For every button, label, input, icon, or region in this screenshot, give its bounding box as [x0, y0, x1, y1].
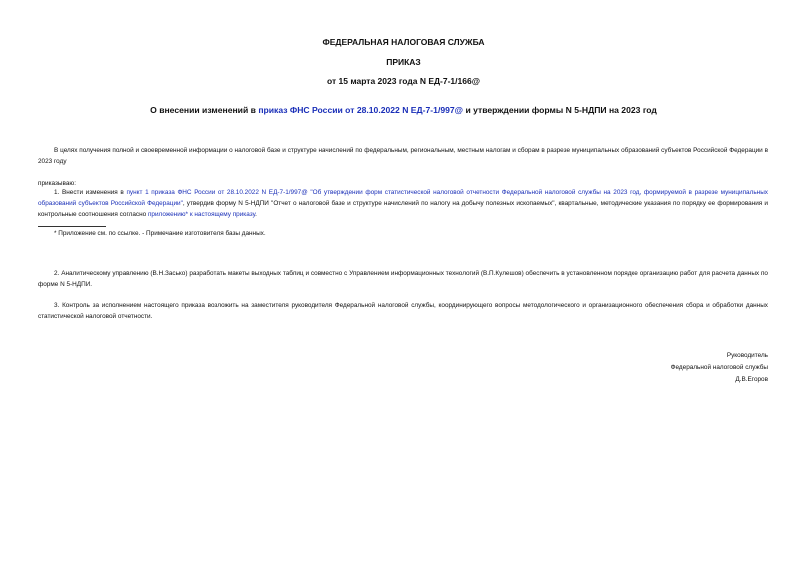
document-type: ПРИКАЗ: [386, 57, 421, 67]
preamble-paragraph: [38, 145, 768, 167]
preamble-text: В целях получения полной и своевременной информации о налоговой базе и структуре начислений по федеральным, региональным, местным налогам и сборам в разрезе муниципальных образований субъектов Российской Федерации в 2023 году: [38, 147, 768, 165]
document-subject: [0, 105, 807, 115]
item-1-middle: , утвердив форму N 5-НДПИ "Отчет о налоговой базе и структуре начислений по налогу на добычу полезных ископаемых", квартальные, методические указания по порядку ее формирования и контрольные соотношения согласно: [38, 200, 769, 218]
item-1-order-link[interactable]: пункт 1 приказа ФНС России от 28.10.2022 N ЕД-7-1/997@ "Об утверждении форм статистической налоговой отчетности Федеральной налоговой службы на 2023 год, формируемой в разрезе муниципальных образований субъектов Российской Федерации": [38, 189, 768, 207]
item-3-paragraph: [38, 300, 768, 322]
signature-title: Руководитель: [726, 352, 768, 359]
signature-name: Д.В.Егоров: [735, 376, 768, 383]
subject-prefix: О внесении изменений в: [150, 105, 259, 115]
footnote-separator: [38, 226, 106, 227]
item-2-text: 2. Аналитическому управлению (В.Н.Засько) разработать макеты выходных таблиц и совместно с Управлением информационных технологий (В.П.Кулешов) обеспечить в установленном порядке организацию работ для расчета данных по форме N 5-НДПИ.: [38, 270, 768, 288]
footnote: * Приложение см. по ссылке. - Примечание изготовителя базы данных.: [54, 230, 266, 237]
document-date-number: от 15 марта 2023 года N ЕД-7-1/166@: [327, 76, 480, 86]
order-word: приказываю:: [38, 180, 76, 187]
item-2-paragraph: [38, 268, 768, 290]
subject-order-link[interactable]: приказ ФНС России от 28.10.2022 N ЕД-7-1/997@: [258, 105, 464, 115]
item-1-end: .: [255, 211, 257, 218]
item-3-text: 3. Контроль за исполнением настоящего приказа возложить на заместителя руководителя Федеральной налоговой службы, координирующего вопросы методологического и организационного обеспечения сбора и обработки данных статистической налоговой отчетности.: [38, 302, 768, 320]
item-1-paragraph: [38, 187, 768, 220]
agency-title: ФЕДЕРАЛЬНАЯ НАЛОГОВАЯ СЛУЖБА: [322, 37, 485, 47]
signature-org: Федеральной налоговой службы: [670, 364, 768, 371]
item-1-prefix: 1. Внести изменения в: [54, 189, 127, 196]
subject-suffix: и утверждении формы N 5-НДПИ на 2023 год: [463, 105, 657, 115]
appendix-link[interactable]: приложению* к настоящему приказу: [147, 211, 256, 218]
